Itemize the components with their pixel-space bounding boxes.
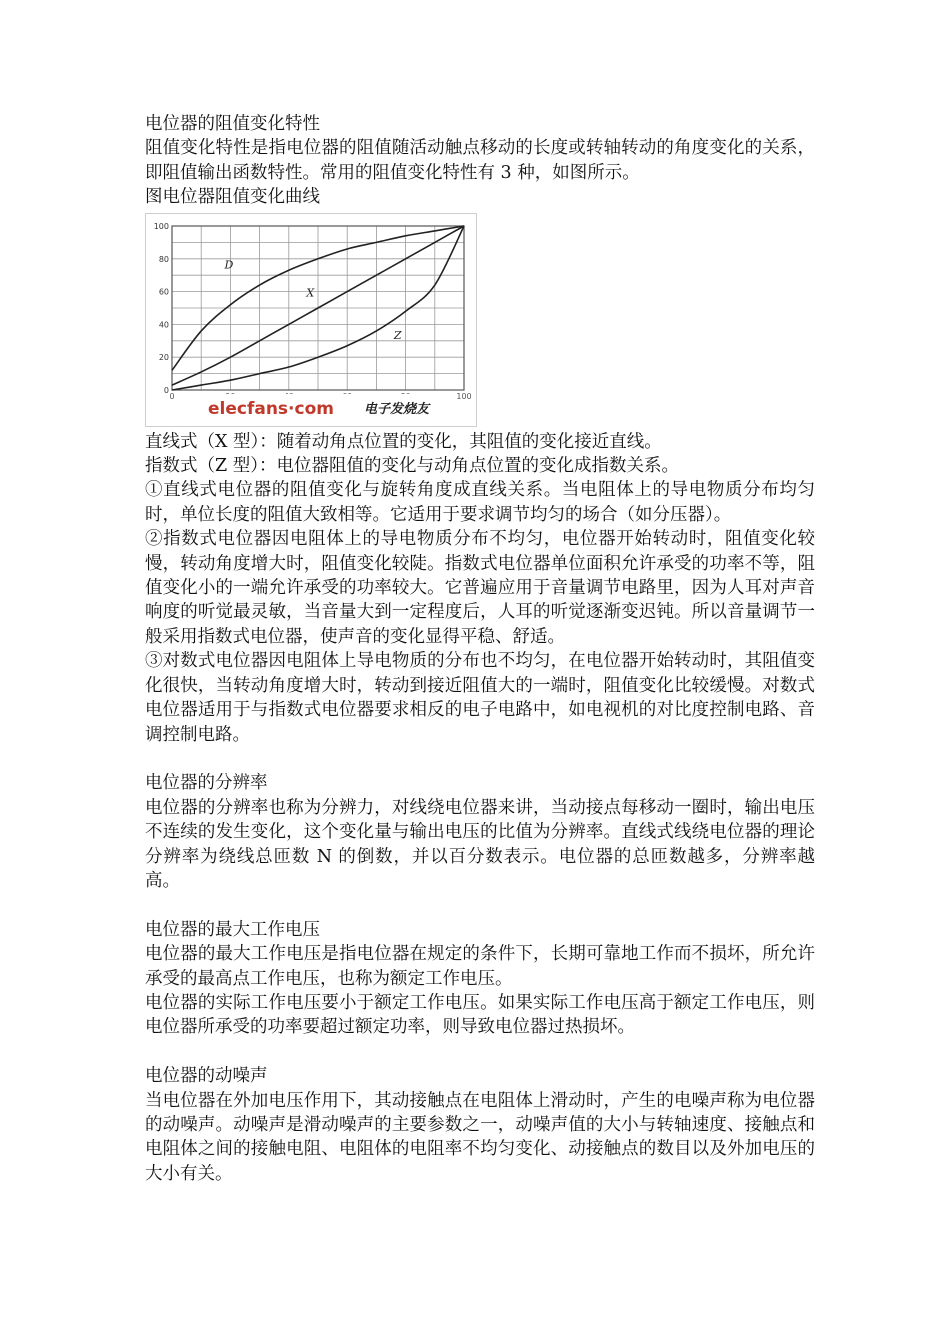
series-label-Z: Z xyxy=(393,328,402,342)
paragraph: 指数式（Z 型）：电位器阻值的变化与动角点位置的变化成指数关系。 xyxy=(145,456,679,477)
paragraph: ①直线式电位器的阻值变化与旋转角度成直线关系。当电阻体上的导电物质分布均匀时，单位长度的阻值大致相等。它适用于要求调节均匀的场合（如分压器）。 xyxy=(145,480,815,525)
section-heading: 电位器的动噪声 xyxy=(145,1066,268,1087)
spacer xyxy=(145,1040,815,1064)
watermark-logo: elecfans·com xyxy=(208,398,334,419)
watermark-cn: 电子发烧友 xyxy=(364,401,430,417)
paragraph: 当电位器在外加电压作用下，其动接触点在电阻体上滑动时，产生的电噪声称为电位器的动噪声。动噪声是滑动噪声的主要参数之一，动噪声值的大小与转轴速度、接触点和电阻体之间的接触电阻、电阻体的电阻率不均匀变化、动接触点的数目以及外加电压的大小有关。 xyxy=(145,1090,815,1184)
paragraph: 电位器的最大工作电压是指电位器在规定的条件下，长期可靠地工作而不损坏，所允许承受的最高点工作电压，也称为额定工作电压。 xyxy=(145,944,815,989)
spacer xyxy=(145,893,815,917)
y-tick-label: 100 xyxy=(153,221,169,231)
y-tick-label: 0 xyxy=(163,385,169,395)
y-tick-label: 80 xyxy=(158,254,169,264)
spacer xyxy=(145,747,815,771)
figure-caption: 图电位器阻值变化曲线 xyxy=(145,187,320,208)
section-heading: 电位器的分辨率 xyxy=(145,773,268,794)
chart-svg xyxy=(146,214,476,426)
paragraph: 阻值变化特性是指电位器的阻值随活动触点移动的长度或转轴转动的角度变化的关系，即阻值输出函数特性。常用的阻值变化特性有 3 种，如图所示。 xyxy=(145,138,815,183)
y-tick-label: 20 xyxy=(158,352,169,362)
y-tick-label: 60 xyxy=(158,287,169,297)
x-tick-label: 0 xyxy=(169,391,175,401)
x-tick-label: 100 xyxy=(456,391,472,401)
resistance-curve-chart xyxy=(145,213,477,427)
paragraph: ②指数式电位器因电阻体上的导电物质分布不均匀，电位器开始转动时，阻值变化较慢，转动角度增大时，阻值变化较陡。指数式电位器单位面积允许承受的功率不等，阻值变化小的一端允许承受的功率较大。它普遍应用于音量调节电路里，因为人耳对声音响度的听觉最灵敏，当音量大到一定程度后，人耳的听觉逐渐变迟钝。所以音量调节一般采用指数式电位器，使声音的变化显得平稳、舒适。 xyxy=(145,529,815,647)
series-label-X: X xyxy=(306,286,315,300)
series-label-D: D xyxy=(224,258,234,272)
y-tick-label: 40 xyxy=(158,320,169,330)
section-heading: 电位器的阻值变化特性 xyxy=(145,114,320,134)
document-page xyxy=(145,112,815,1186)
paragraph: 电位器的实际工作电压要小于额定工作电压。如果实际工作电压高于额定工作电压，则电位器所承受的功率要超过额定功率，则导致电位器过热损坏。 xyxy=(145,992,815,1038)
paragraph: ③对数式电位器因电阻体上导电物质的分布也不均匀，在电位器开始转动时，其阻值变化很快，当转动角度增大时，转动到接近阻值大的一端时，阻值变化比较缓慢。对数式电位器适用于与指数式电位器要求相反的电子电路中，如电视机的对比度控制电路、音调控制电路。 xyxy=(145,651,815,745)
paragraph: 直线式（X 型）：随着动角点位置的变化，其阻值的变化接近直线。 xyxy=(145,431,662,452)
paragraph: 电位器的分辨率也称为分辨力，对线绕电位器来讲，当动接点每移动一圈时，输出电压不连续的发生变化，这个变化量与输出电压的比值为分辨率。直线式线绕电位器的理论分辨率为绕线总匝数 N 的倒数，并以百分数表示。电位器的总匝数越多，分辨率越高。 xyxy=(145,797,815,891)
section-heading: 电位器的最大工作电压 xyxy=(145,919,320,940)
